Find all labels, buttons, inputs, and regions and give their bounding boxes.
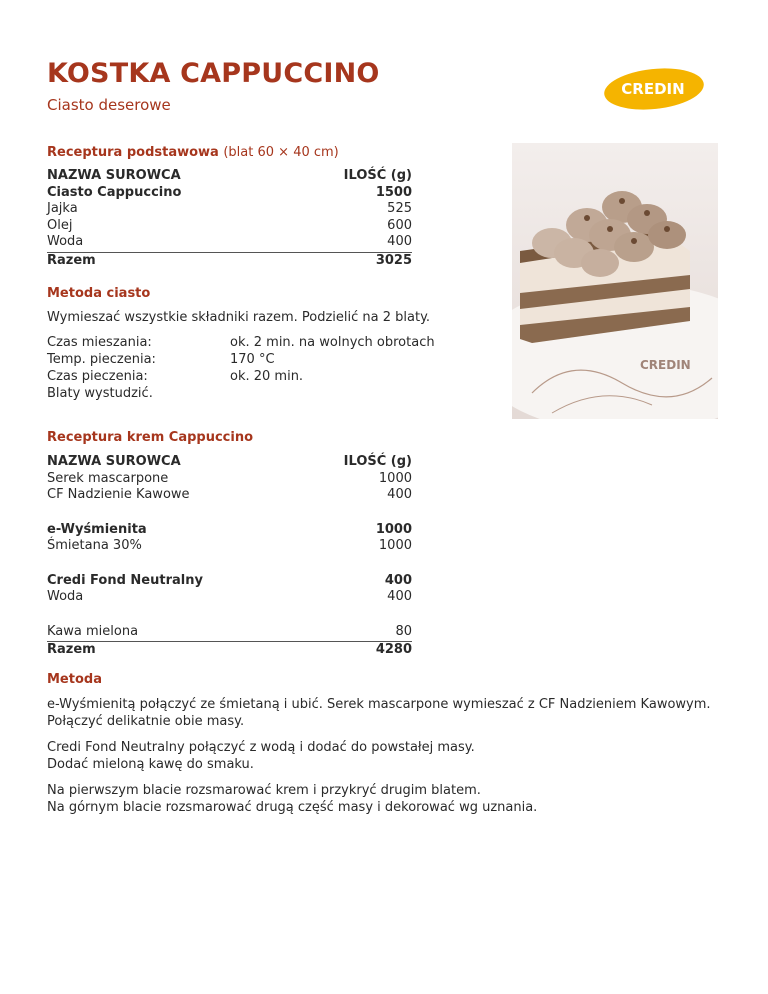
param-row bbox=[47, 351, 435, 368]
param-label: Temp. pieczenia: bbox=[47, 352, 156, 367]
param-row bbox=[47, 368, 435, 385]
dough-method-title: Metoda ciasto bbox=[47, 286, 151, 301]
method-paragraph bbox=[47, 696, 727, 730]
method-title: Metoda bbox=[47, 672, 102, 687]
cream-recipe-table bbox=[47, 454, 412, 659]
table-header bbox=[47, 454, 412, 471]
total-row bbox=[47, 252, 412, 270]
table-row bbox=[47, 589, 412, 606]
ingredient-name: e-Wyśmienita bbox=[47, 521, 147, 537]
ingredient-qty: 600 bbox=[387, 217, 412, 233]
param-value: ok. 2 min. na wolnych obrotach bbox=[230, 335, 435, 350]
param-value: 170 °C bbox=[230, 352, 275, 367]
svg-text:CREDIN: CREDIN bbox=[621, 80, 685, 98]
method-line: Połączyć delikatnie obie masy. bbox=[47, 714, 245, 729]
method-line: e-Wyśmienitą połączyć ze śmietaną i ubić. Serek mascarpone wymieszać z CF Nadzieniem Kawowym. bbox=[47, 697, 711, 712]
method-line: Na górnym blacie rozsmarować drugą część masy i dekorować wg uznania. bbox=[47, 800, 538, 815]
method-text bbox=[47, 696, 727, 825]
ingredient-name: CF Nadzienie Kawowe bbox=[47, 487, 190, 502]
param-row bbox=[47, 385, 435, 402]
ingredient-name: Credi Fond Neutralny bbox=[47, 572, 203, 588]
table-row bbox=[47, 201, 412, 218]
total-label: Razem bbox=[47, 252, 96, 268]
method-line: Dodać mieloną kawę do smaku. bbox=[47, 757, 254, 772]
ingredient-name: Serek mascarpone bbox=[47, 470, 169, 486]
method-paragraph bbox=[47, 782, 727, 816]
ingredient-qty: 400 bbox=[387, 234, 412, 249]
param-label: Blaty wystudzić. bbox=[47, 386, 153, 401]
ingredient-qty: 1000 bbox=[378, 538, 412, 553]
table-row bbox=[47, 471, 412, 488]
table-row bbox=[47, 487, 412, 504]
param-label: Czas mieszania: bbox=[47, 335, 152, 350]
ingredient-qty: 525 bbox=[387, 201, 412, 216]
cake-illustration bbox=[512, 143, 718, 419]
ingredient-name: Olej bbox=[47, 217, 73, 233]
table-header bbox=[47, 168, 412, 185]
table-row bbox=[47, 218, 412, 235]
base-recipe-note: (blat 60 × 40 cm) bbox=[223, 145, 339, 160]
table-row bbox=[47, 624, 412, 641]
page-subtitle: Ciasto deserowe bbox=[47, 96, 171, 114]
cream-recipe-title: Receptura krem Cappuccino bbox=[47, 430, 254, 445]
ingredient-name: Woda bbox=[47, 234, 84, 249]
base-recipe-title-text: Receptura podstawowa bbox=[47, 145, 219, 160]
base-recipe-title bbox=[47, 145, 339, 160]
total-qty: 4280 bbox=[375, 642, 412, 657]
table-row bbox=[47, 573, 412, 590]
ingredient-name: Ciasto Cappuccino bbox=[47, 184, 182, 200]
base-recipe-table bbox=[47, 168, 412, 269]
ingredient-name: Kawa mielona bbox=[47, 623, 139, 639]
method-paragraph bbox=[47, 739, 727, 773]
ingredient-name: Jajka bbox=[47, 201, 78, 216]
ingredient-qty: 400 bbox=[387, 487, 412, 502]
param-label: Czas pieczenia: bbox=[47, 369, 148, 384]
ingredient-qty: 1500 bbox=[375, 184, 412, 200]
total-label: Razem bbox=[47, 642, 96, 657]
table-row bbox=[47, 522, 412, 539]
ingredient-name: Śmietana 30% bbox=[47, 538, 142, 553]
ingredient-qty: 400 bbox=[384, 572, 412, 588]
ingredient-qty: 80 bbox=[395, 623, 412, 639]
col-qty-header: ILOŚĆ (g) bbox=[343, 168, 412, 183]
baking-params bbox=[47, 334, 435, 402]
total-row bbox=[47, 641, 412, 659]
col-qty-header: ILOŚĆ (g) bbox=[343, 454, 412, 469]
table-row bbox=[47, 185, 412, 202]
param-row bbox=[47, 334, 435, 351]
ingredient-name: Woda bbox=[47, 589, 84, 604]
page-title: KOSTKA CAPPUCCINO bbox=[47, 58, 380, 89]
table-row bbox=[47, 234, 412, 251]
param-value: ok. 20 min. bbox=[230, 369, 304, 384]
ingredient-qty: 400 bbox=[387, 589, 412, 604]
svg-text:CREDIN: CREDIN bbox=[640, 358, 691, 372]
cake-photo bbox=[512, 143, 718, 419]
ingredient-qty: 1000 bbox=[375, 521, 412, 537]
dough-method-text: Wymieszać wszystkie składniki razem. Podzielić na 2 blaty. bbox=[47, 310, 431, 325]
credin-logo bbox=[603, 68, 705, 110]
ingredient-qty: 1000 bbox=[378, 470, 412, 486]
table-row bbox=[47, 538, 412, 555]
col-name-header: NAZWA SUROWCA bbox=[47, 454, 181, 469]
col-name-header: NAZWA SUROWCA bbox=[47, 168, 181, 183]
method-line: Credi Fond Neutralny połączyć z wodą i dodać do powstałej masy. bbox=[47, 740, 475, 755]
method-line: Na pierwszym blacie rozsmarować krem i przykryć drugim blatem. bbox=[47, 783, 481, 798]
total-qty: 3025 bbox=[375, 252, 412, 268]
